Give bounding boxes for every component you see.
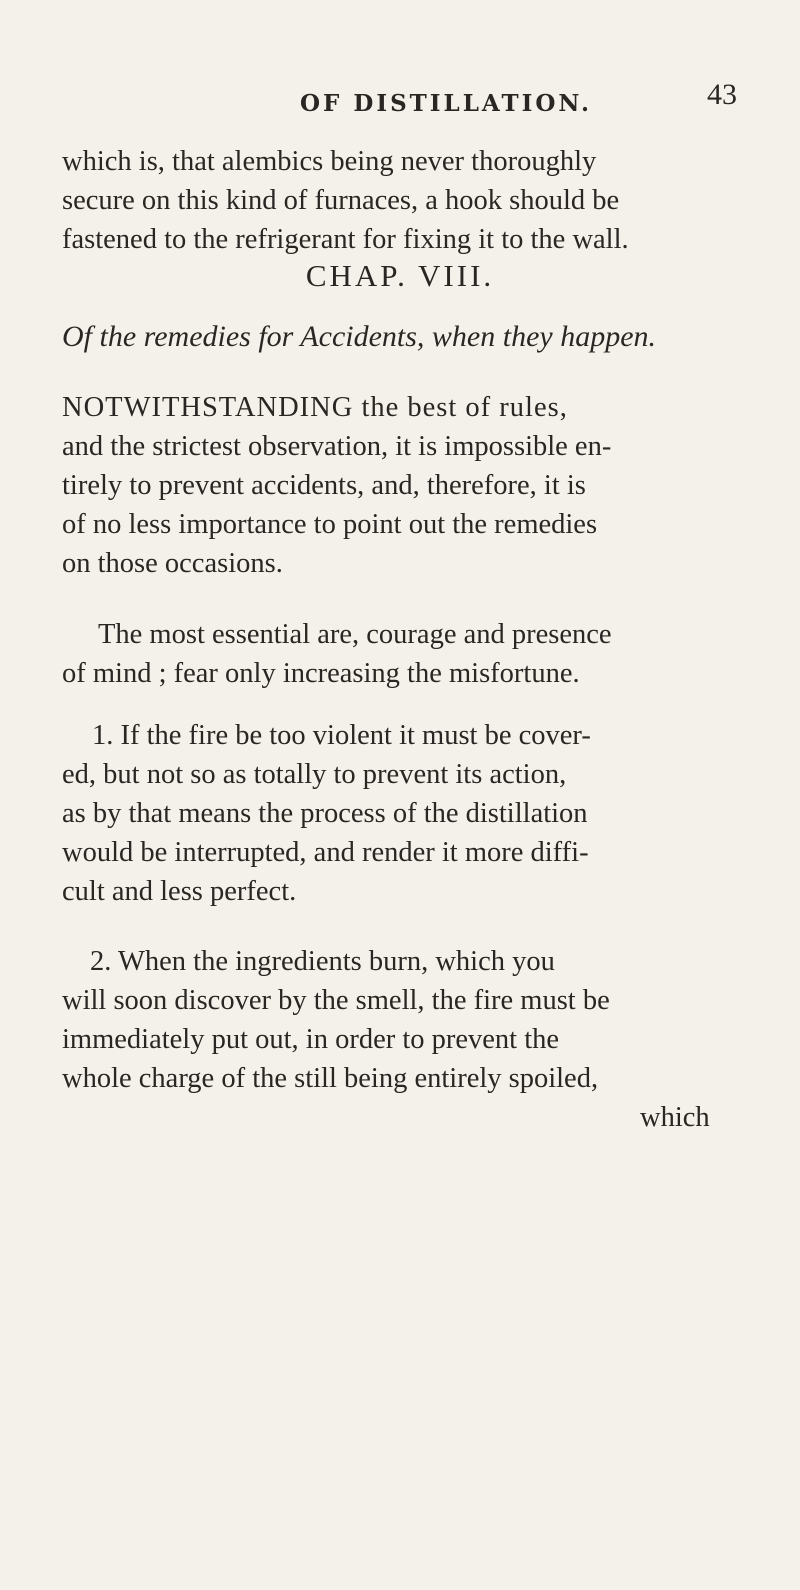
text-line: as by that means the process of the distillation (62, 798, 588, 829)
catchword: which (640, 1102, 710, 1133)
text-line: which is, that alembics being never thoroughly (62, 146, 597, 177)
text-line: of mind ; fear only increasing the misfortune. (62, 658, 580, 689)
running-head-title: OF DISTILLATION. (300, 90, 592, 117)
text-line: immediately put out, in order to prevent the (62, 1024, 560, 1055)
running-head (0, 78, 800, 130)
text-line: fastened to the refrigerant for fixing it to the wall. (62, 224, 629, 255)
text-line: The most essential are, courage and presence (98, 619, 612, 650)
paragraph-2 (62, 615, 744, 693)
text-line: tirely to prevent accidents, and, therefore, it is (62, 470, 586, 501)
text-line: ed, but not so as totally to prevent its action, (62, 759, 567, 790)
text-line: secure on this kind of furnaces, a hook should be (62, 185, 620, 216)
text-line: 1. If the fire be too violent it must be cover- (92, 720, 591, 751)
text-line: on those occasions. (62, 548, 283, 579)
text-line: NOTWITHSTANDING the best of rules, (62, 392, 568, 423)
intro-paragraph (62, 142, 744, 259)
paragraph-3 (62, 716, 744, 911)
paragraph-1 (62, 388, 744, 583)
text-line: would be interrupted, and render it more diffi- (62, 837, 589, 868)
text-line: whole charge of the still being entirely spoiled, (62, 1063, 599, 1094)
text-line: and the strictest observation, it is impossible en- (62, 431, 612, 462)
paragraph-4 (62, 942, 744, 1137)
text-line: of no less importance to point out the remedies (62, 509, 598, 540)
text-line: will soon discover by the smell, the fire must be (62, 985, 610, 1016)
chapter-subtitle: Of the remedies for Accidents, when they happen. (62, 320, 657, 353)
text-line: cult and less perfect. (62, 876, 297, 907)
page-number: 43 (707, 78, 737, 111)
chapter-heading: CHAP. VIII. (305, 258, 495, 293)
text-line: 2. When the ingredients burn, which you (90, 946, 555, 977)
